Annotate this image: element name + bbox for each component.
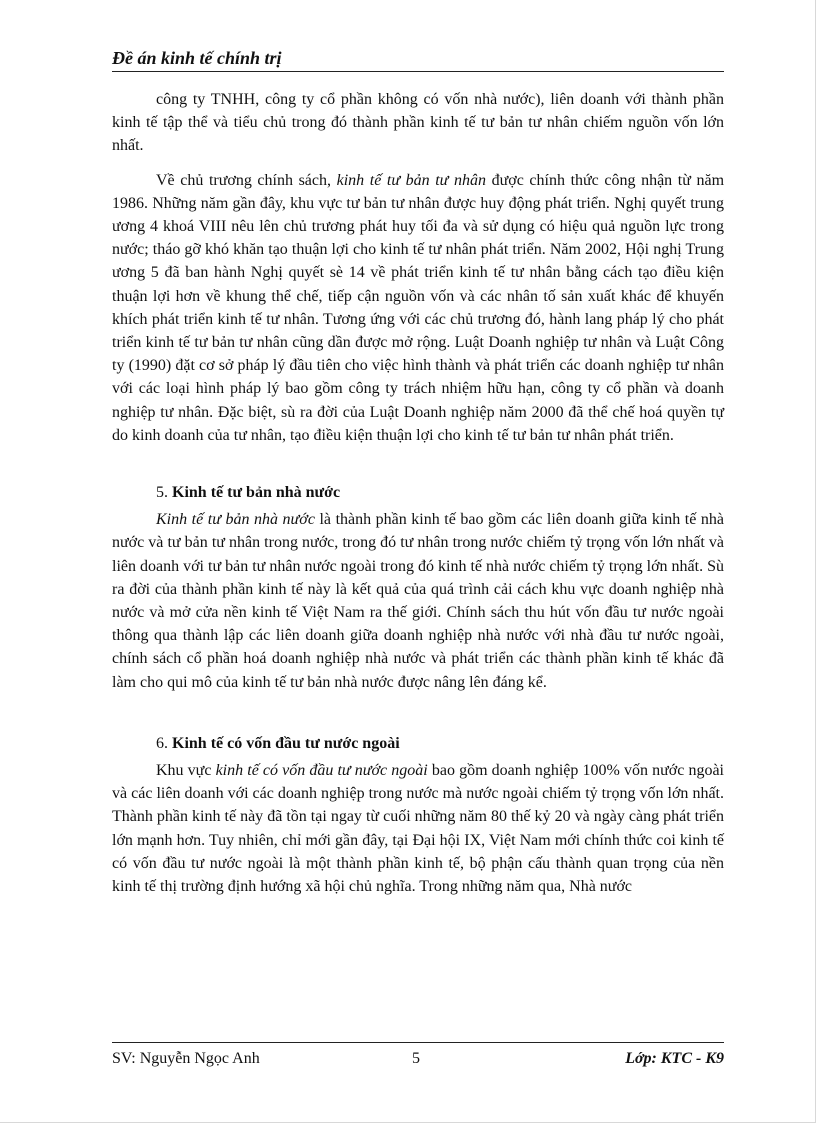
paragraph-4-text: bao gồm doanh nghiệp 100% vốn nước ngoài và các liên doanh với các doanh nghiệp trong nước mà nước ngoài chiếm tỷ trọng vốn lớn nhất. Thành phần kinh tế này đã tồn tại ngay từ cuối những năm 80 thế kỷ 20 và ngày càng phát triển lớn mạnh hơn. Tuy nhiên, chỉ mới gần đây, tại Đại hội IX, Việt Nam mới chính thức coi kinh tế có vốn đầu tư nước ngoài là một thành phần kinh tế, bộ phận cấu thành quan trọng của nền kinh tế thị trường định hướng xã hội chủ nghĩa. Trong những năm qua, Nhà nước <box>112 762 725 896</box>
paragraph-3-text: là thành phần kinh tế bao gồm các liên doanh giữa kinh tế nhà nước và tư bản tư nhân trong nước, trong đó tư nhân trong nước chiếm tỷ trọng vốn lớn nhất và liên doanh với tư bản tư nhân nước ngoài trong đó kinh tế nhà nước chiếm tỷ trọng lớn nhất. Sù ra đời của thành phần kinh tế này là kết quả của quá trình cải cách khu vực doanh nghiệp nhà nước và mở cửa nền kinh tế Việt Nam ra thế giới. Chính sách thu hút vốn đầu tư nước ngoài thông qua thành lập các liên doanh giữa doanh nghiệp nhà nước với nhà đầu tư nước ngoài, chính sách cổ phần hoá doanh nghiệp nhà nước và phát triển các thành phần kinh tế khác đã làm cho qui mô của kinh tế tư bản nhà nước được nâng lên đáng kể. <box>112 511 725 691</box>
section-5-number: 5. <box>156 484 168 502</box>
section-6-number: 6. <box>156 734 168 752</box>
page-footer <box>112 1050 724 1072</box>
paragraph-1 <box>112 88 724 158</box>
paragraph-2-lead: Về chủ trương chính sách, <box>156 171 337 189</box>
section-5-heading <box>112 481 724 504</box>
paragraph-1-text: công ty TNHH, công ty cổ phần không có vốn nhà nước), liên doanh với thành phần kinh tế tập thể và tiểu chủ trong đó thành phần kinh tế tư bản tư nhân chiếm nguồn vốn lớn nhất. <box>112 91 724 155</box>
paragraph-2 <box>112 169 724 447</box>
footer-divider <box>112 1042 724 1043</box>
footer-author: SV: Nguyễn Ngọc Anh <box>112 1050 260 1067</box>
footer-page-number: 5 <box>412 1050 420 1067</box>
section-6-title: Kinh tế có vốn đầu tư nước ngoài <box>172 734 400 752</box>
paragraph-2-text: được chính thức công nhận từ năm 1986. Những năm gần đây, khu vực tư bản tư nhân được huy động phát triển. Nghị quyết trung ương 4 khoá VIII nêu lên chủ trương phát huy tối đa và sử dụng có hiệu quả nguồn lực trong nước; tháo gỡ khó khăn tạo thuận lợi cho kinh tế tư nhân phát triển. Năm 2002, Hội nghị Trung ương 5 đã ban hành Nghị quyết sè 14 về phát triển kinh tế tư nhân bằng cách tạo điều kiện thuận lợi hơn về khung thể chế, tiếp cận nguồn vốn và các nhân tố sản xuất khác để khuyến khích phát triển kinh tế tư nhân. Tương ứng với các chủ trương đó, hành lang pháp lý cho phát triển kinh tế tư bản tư nhân cũng dần được mở rộng. Luật Doanh nghiệp tư nhân và Luật Công ty (1990) đặt cơ sở pháp lý đầu tiên cho việc hình thành và phát triển các doanh nghiệp tư nhân với các loại hình pháp lý bao gồm công ty trách nhiệm hữu hạn, công ty cổ phần và doanh nghiệp tư nhân. Đặc biệt, sù ra đời của Luật Doanh nghiệp năm 2000 đã thể chế hoá quyền tự do kinh doanh của tư nhân, tạo điều kiện thuận lợi cho kinh tế tư bản tư nhân phát triển. <box>112 171 725 444</box>
paragraph-4-emphasis: kinh tế có vốn đầu tư nước ngoài <box>215 762 428 780</box>
paragraph-3 <box>112 508 724 694</box>
paragraph-3-emphasis: Kinh tế tư bản nhà nước <box>156 511 315 529</box>
page-header <box>112 48 724 72</box>
footer-class-label: Lớp: KTC - K9 <box>625 1050 724 1067</box>
header-title: Đề án kinh tế chính trị <box>112 48 282 68</box>
document-body <box>112 88 724 898</box>
section-6-heading <box>112 732 724 755</box>
paragraph-4-lead: Khu vực <box>156 762 216 780</box>
paragraph-2-emphasis: kinh tế tư bản tư nhân <box>336 171 487 189</box>
paragraph-4 <box>112 759 724 898</box>
section-5-title: Kinh tế tư bản nhà nước <box>172 484 341 502</box>
